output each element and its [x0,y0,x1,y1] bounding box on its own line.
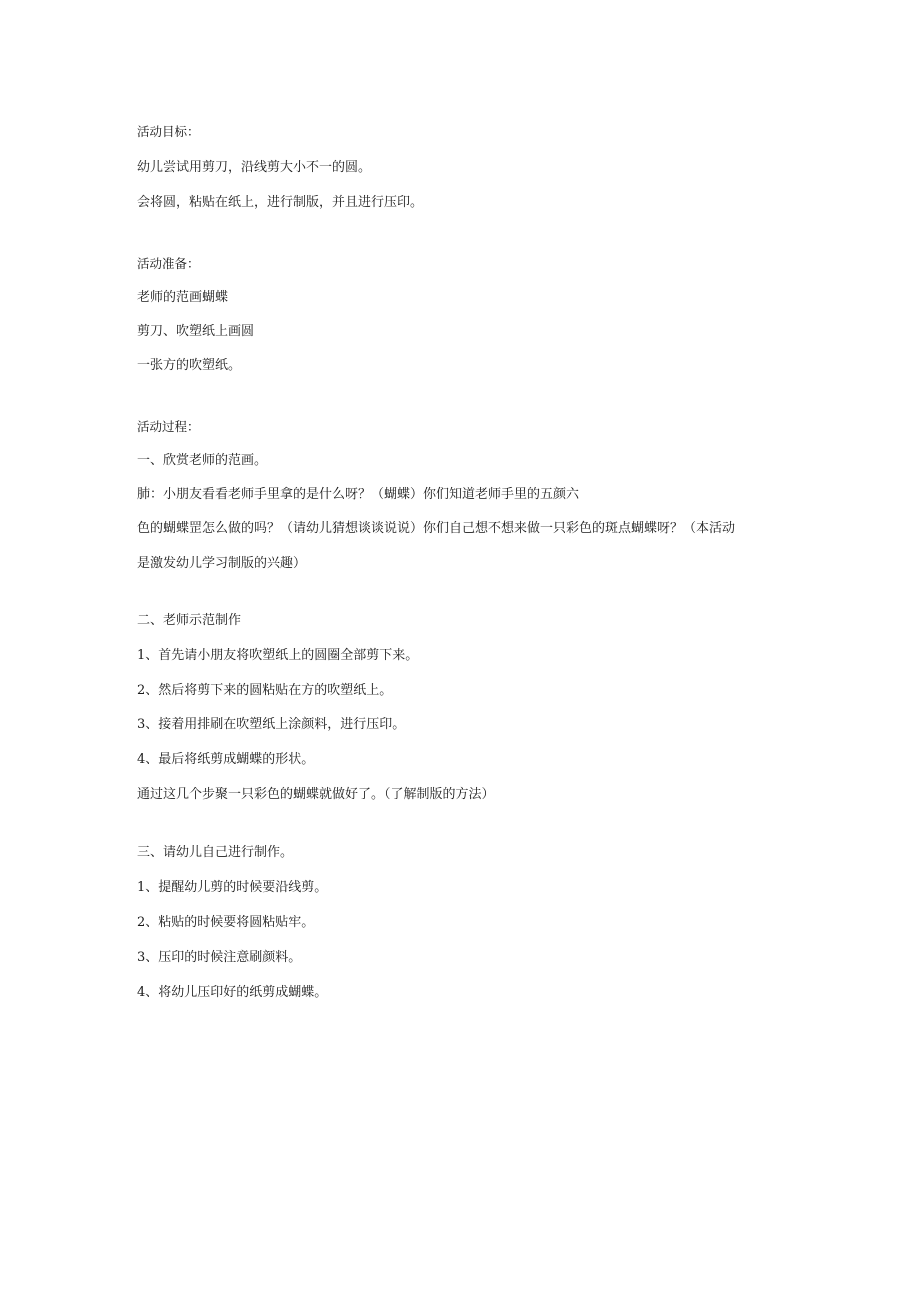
section1-line-3: 是激发幼儿学习制版的兴趣） [137,556,307,571]
goals-heading: 活动目标： [137,124,200,139]
section1-title: 一、欣赏老师的范画。 [137,453,268,468]
section2-summary: 通过这几个步聚一只彩色的蝴蝶就做好了。（了解制版的方法） [137,787,495,802]
process-heading: 活动过程： [137,419,200,434]
preparation-heading: 活动准备： [137,256,200,271]
section2-step-2: 2、然后将剪下来的圆粘贴在方的吹塑纸上。 [137,683,393,698]
section3-step-1: 1、提醒幼儿剪的时候要沿线剪。 [137,880,328,895]
section2-step-1: 1、首先请小朋友将吹塑纸上的圆圈全部剪下来。 [137,648,419,663]
section2-step-3: 3、接着用排刷在吹塑纸上涂颜料，进行压印。 [137,717,406,732]
section3-step-2: 2、粘贴的时候要将圆粘贴牢。 [137,915,315,930]
section1-line-1: 肺：小朋友看看老师手里拿的是什么呀？（蝴蝶）你们知道老师手里的五颜六 [137,487,580,502]
section3-step-4: 4、将幼儿压印好的纸剪成蝴蝶。 [137,985,328,1000]
goal-item-1: 幼儿尝试用剪刀，沿线剪大小不一的圆。 [137,160,372,175]
preparation-item-3: 一张方的吹塑纸。 [137,358,242,373]
section3-title: 三、请幼儿自己进行制作。 [137,845,294,860]
section2-step-4: 4、最后将纸剪成蝴蝶的形状。 [137,752,315,767]
preparation-item-2: 剪刀、吹塑纸上画圆 [137,324,255,339]
section1-line-2: 色的蝴蝶罡怎么做的吗？（请幼儿猜想谈谈说说）你们自己想不想来做一只彩色的斑点蝴蝶呀？（本活动 [137,521,736,536]
goal-item-2: 会将圆，粘贴在纸上，进行制版，并且进行压印。 [137,195,424,210]
section2-title: 二、老师示范制作 [137,613,242,628]
preparation-item-1: 老师的范画蝴蝶 [137,290,229,305]
section3-step-3: 3、压印的时候注意刷颜料。 [137,950,302,965]
